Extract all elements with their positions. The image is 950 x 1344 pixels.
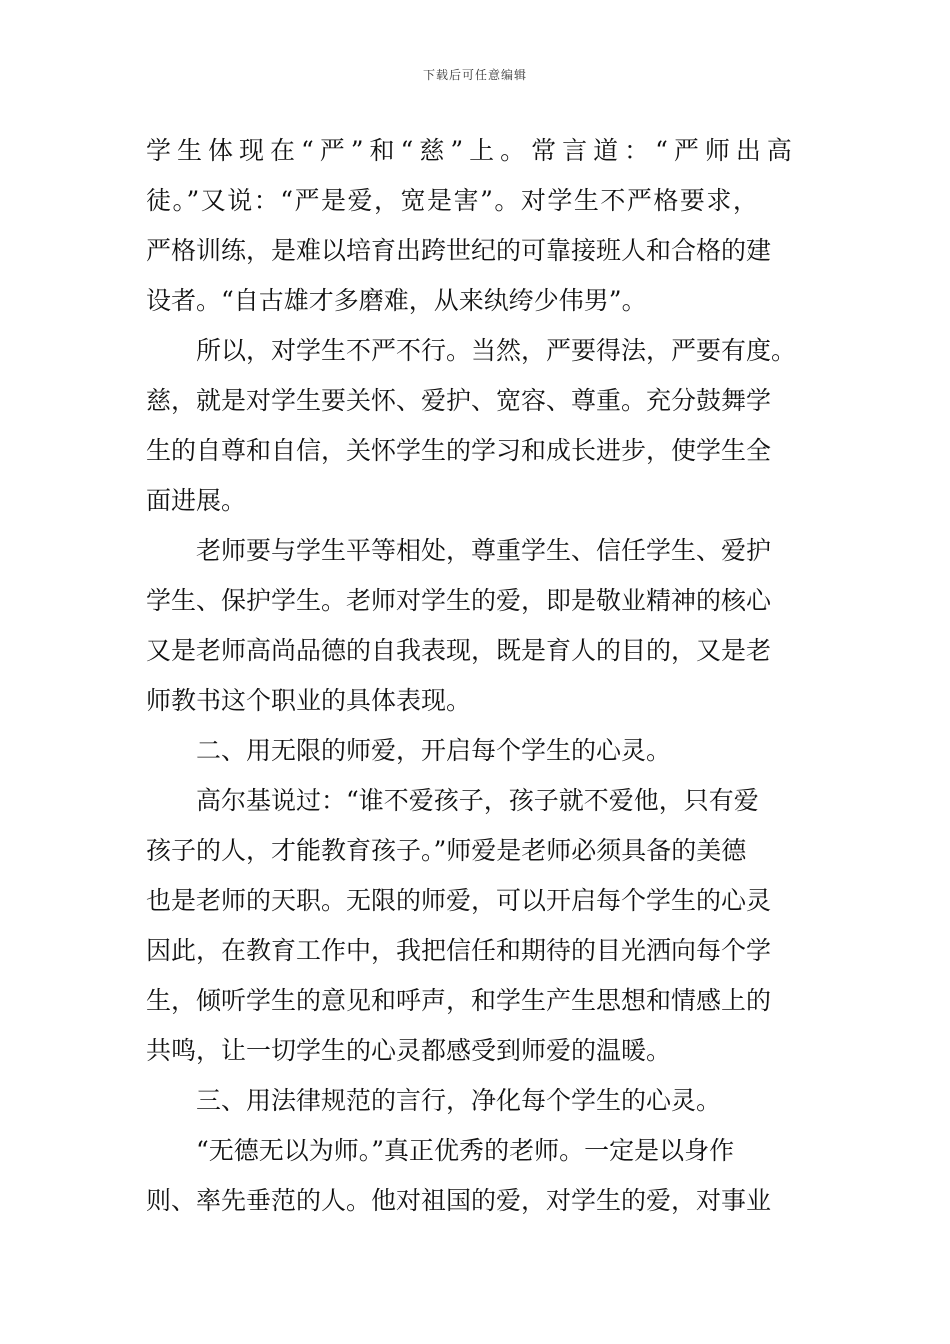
text-line: 学生体现在“严”和“慈”上。常言道：“严师出高 — [146, 136, 798, 165]
page-header: 下载后可任意编辑 — [422, 68, 527, 82]
text-line: 老师要与学生平等相处，尊重学生、信任学生、爱护 — [196, 536, 772, 565]
text-line: 因此，在教育工作中，我把信任和期待的目光洒向每个学 — [146, 936, 772, 965]
text-line: 则、率先垂范的人。他对祖国的爱，对学生的爱，对事业 — [146, 1186, 772, 1215]
text-line: 生的自尊和自信，关怀学生的学习和成长进步，使学生全 — [146, 436, 772, 465]
section-heading: 二、用无限的师爱，开启每个学生的心灵。 — [196, 736, 672, 765]
text-line: 师教书这个职业的具体表现。 — [146, 686, 472, 715]
text-line: 面进展。 — [146, 486, 247, 515]
text-line: 严格训练，是难以培育出跨世纪的可靠接班人和合格的建 — [146, 236, 772, 265]
text-line: 徒。”又说：“严是爱，宽是害”。对学生不严格要求， — [146, 186, 760, 215]
text-line: 设者。“自古雄才多磨难，从来纨绔少伟男”。 — [146, 286, 647, 315]
text-line: “无德无以为师。”真正优秀的老师。一定是以身作 — [196, 1136, 735, 1165]
text-line: 也是老师的天职。无限的师爱，可以开启每个学生的心灵 — [146, 886, 772, 915]
document-body — [146, 126, 808, 1226]
text-line: 共鸣，让一切学生的心灵都感受到师爱的温暖。 — [146, 1036, 672, 1065]
text-line: 慈，就是对学生要关怀、爱护、宽容、尊重。充分鼓舞学 — [146, 386, 772, 415]
text-line: 所以，对学生不严不行。当然，严要得法，严要有度。 — [196, 336, 797, 365]
section-heading: 三、用法律规范的言行，净化每个学生的心灵。 — [196, 1086, 722, 1115]
text-line: 又是老师高尚品德的自我表现，既是育人的目的，又是老 — [146, 636, 772, 665]
text-line: 孩子的人，才能教育孩子。”师爱是老师必须具备的美德 — [146, 836, 747, 865]
text-line: 学生、保护学生。老师对学生的爱，即是敬业精神的核心 — [146, 586, 772, 615]
text-line: 生，倾听学生的意见和呼声，和学生产生思想和情感上的 — [146, 986, 772, 1015]
text-line: 高尔基说过：“谁不爱孩子，孩子就不爱他，只有爱 — [196, 786, 759, 815]
